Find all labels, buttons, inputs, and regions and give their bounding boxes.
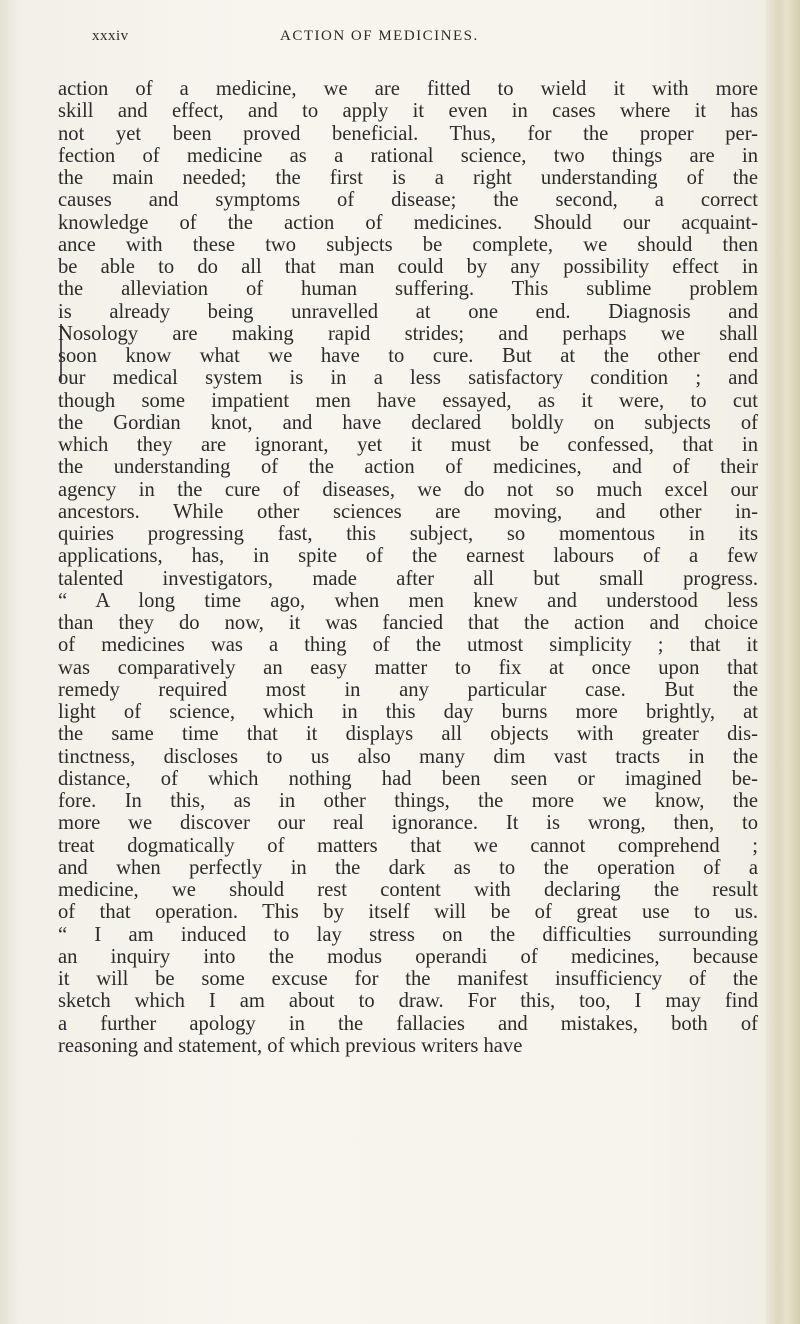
page-edge xyxy=(766,0,800,1324)
text-line: medicine, we should rest content with declaring the result xyxy=(58,879,758,901)
text-line: quiries progressing fast, this subject, so momentous in its xyxy=(58,523,758,545)
text-line: an inquiry into the modus operandi of medicines, because xyxy=(58,945,758,968)
text-line: treat dogmatically of matters that we cannot comprehend ; xyxy=(58,834,758,857)
running-header xyxy=(92,28,752,52)
text-line: “ I am induced to lay stress on the difficulties surrounding xyxy=(58,923,758,946)
text-line: applications, has, in spite of the earnest labours of a few xyxy=(58,545,758,568)
text-line: “ A long time ago, when men knew and understood less xyxy=(58,589,758,612)
text-line: than they do now, it was fancied that the action and choice xyxy=(58,612,758,634)
text-line: causes and symptoms of disease; the second, a correct xyxy=(58,189,758,212)
text-line: not yet been proved beneficial. Thus, for the proper per- xyxy=(58,122,758,145)
text-line: reasoning and statement, of which previous writers have xyxy=(58,1034,523,1057)
text-line: of that operation. This by itself will be of great use to us. xyxy=(58,901,758,924)
page-gutter-shadow xyxy=(0,0,18,1324)
text-line: it will be some excuse for the manifest insufficiency of the xyxy=(58,968,758,990)
text-line: skill and effect, and to apply it even in cases where it has xyxy=(58,100,758,123)
text-line: the Gordian knot, and have declared boldly on subjects of xyxy=(58,411,758,434)
text-line: tinctness, discloses to us also many dim vast tracts in the xyxy=(58,745,758,768)
text-line: be able to do all that man could by any possibility effect in xyxy=(58,256,758,278)
text-line: fection of medicine as a rational science, two things are in xyxy=(58,144,758,167)
text-line: of medicines was a thing of the utmost simplicity ; that it xyxy=(58,634,758,657)
text-line: and when perfectly in the dark as to the operation of a xyxy=(58,856,758,879)
text-line: ance with these two subjects be complete, we should then xyxy=(58,233,758,256)
text-line: sketch which I am about to draw. For this, too, I may find xyxy=(58,990,758,1013)
text-line: though some impatient men have essayed, as it were, to cut xyxy=(58,389,758,412)
running-title: ACTION OF MEDICINES. xyxy=(280,28,479,44)
text-line: was comparatively an easy matter to fix at once upon that xyxy=(58,656,758,679)
text-line: which they are ignorant, yet it must be confessed, that in xyxy=(58,434,758,456)
text-line: Nosology are making rapid strides; and perhaps we shall xyxy=(58,322,758,345)
text-line: action of a medicine, we are fitted to wield it with more xyxy=(58,78,758,100)
text-line: agency in the cure of diseases, we do not so much excel our xyxy=(58,478,758,501)
text-line: a further apology in the fallacies and mistakes, both of xyxy=(58,1012,758,1035)
text-line: soon know what we have to cure. But at the other end xyxy=(58,345,758,367)
text-line: distance, of which nothing had been seen or imagined be- xyxy=(58,767,758,790)
text-line: ancestors. While other sciences are moving, and other in- xyxy=(58,500,758,523)
text-line: light of science, which in this day burns more brightly, at xyxy=(58,701,758,723)
text-line: the main needed; the first is a right understanding of the xyxy=(58,167,758,189)
text-line: remedy required most in any particular case. But the xyxy=(58,678,758,701)
text-line: the understanding of the action of medicines, and of their xyxy=(58,456,758,479)
text-line: talented investigators, made after all but small progress. xyxy=(58,567,758,590)
text-line: is already being unravelled at one end. Diagnosis and xyxy=(58,300,758,323)
text-line: the same time that it displays all objects with greater dis- xyxy=(58,723,758,746)
text-line: fore. In this, as in other things, the more we know, the xyxy=(58,790,758,812)
body-text xyxy=(58,78,758,1057)
text-line: the alleviation of human suffering. This sublime problem xyxy=(58,278,758,301)
text-line: more we discover our real ignorance. It is wrong, then, to xyxy=(58,812,758,835)
text-line: our medical system is in a less satisfactory condition ; and xyxy=(58,367,758,390)
page-number: xxxiv xyxy=(92,28,129,44)
text-line: knowledge of the action of medicines. Should our acquaint- xyxy=(58,211,758,234)
